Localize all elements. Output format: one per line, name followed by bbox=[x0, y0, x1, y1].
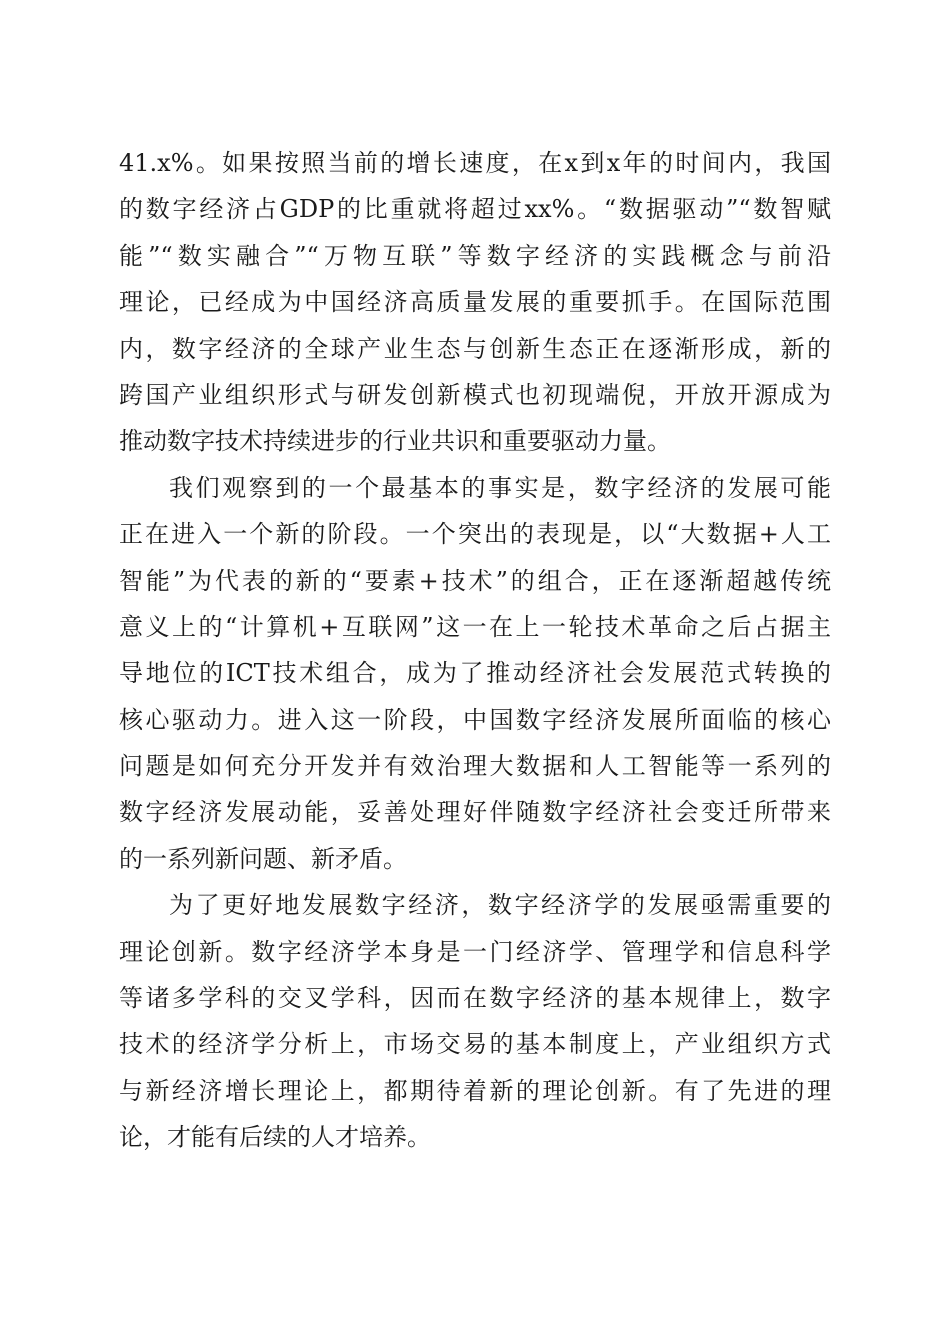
text-line: 跨国产业组织形式与研发创新模式也初现端倪，开放开源成为 bbox=[119, 380, 831, 409]
text-line: 内，数字经济的全球产业生态与创新生态正在逐渐形成，新的 bbox=[119, 334, 831, 363]
text-line: 理论，已经成为中国经济高质量发展的重要抓手。在国际范围 bbox=[119, 288, 831, 317]
paragraph-2 bbox=[119, 465, 831, 883]
text-line: 导地位的ICT技术组合，成为了推动经济社会发展范式转换的 bbox=[119, 659, 831, 688]
text-line: 数字经济发展动能，妥善处理好伴随数字经济社会变迁所带来 bbox=[119, 798, 831, 827]
text-line: 等诸多学科的交叉学科，因而在数字经济的基本规律上，数字 bbox=[119, 984, 831, 1013]
paragraph-1 bbox=[119, 140, 831, 465]
text-line: 技术的经济学分析上，市场交易的基本制度上，产业组织方式 bbox=[119, 1030, 831, 1059]
text-line: 的数字经济占GDP的比重就将超过xx%。“数据驱动”“数智赋 bbox=[119, 195, 831, 224]
text-line: 理论创新。数字经济学本身是一门经济学、管理学和信息科学 bbox=[119, 937, 831, 966]
text-line: 为了更好地发展数字经济，数字经济学的发展亟需重要的 bbox=[169, 891, 831, 920]
document-body bbox=[119, 140, 831, 1161]
text-line: 意义上的“计算机+互联网”这一在上一轮技术革命之后占据主 bbox=[119, 612, 831, 641]
text-line: 我们观察到的一个最基本的事实是，数字经济的发展可能 bbox=[169, 473, 831, 502]
text-line: 论，才能有后续的人才培养。 bbox=[119, 1123, 431, 1152]
text-line: 核心驱动力。进入这一阶段，中国数字经济发展所面临的核心 bbox=[119, 705, 831, 734]
text-line: 问题是如何充分开发并有效治理大数据和人工智能等一系列的 bbox=[119, 752, 831, 781]
text-line: 正在进入一个新的阶段。一个突出的表现是，以“大数据+人工 bbox=[119, 520, 831, 549]
text-line: 41.x%。如果按照当前的增长速度，在x到x年的时间内，我国 bbox=[119, 149, 831, 177]
text-line: 智能”为代表的新的“要素+技术”的组合，正在逐渐超越传统 bbox=[119, 566, 831, 595]
text-line: 与新经济增长理论上，都期待着新的理论创新。有了先进的理 bbox=[119, 1076, 831, 1105]
text-line: 的一系列新问题、新矛盾。 bbox=[119, 844, 407, 873]
text-line: 能”“数实融合”“万物互联”等数字经济的实践概念与前沿 bbox=[119, 241, 831, 270]
paragraph-3 bbox=[119, 882, 831, 1160]
text-line: 推动数字技术持续进步的行业共识和重要驱动力量。 bbox=[119, 427, 671, 456]
